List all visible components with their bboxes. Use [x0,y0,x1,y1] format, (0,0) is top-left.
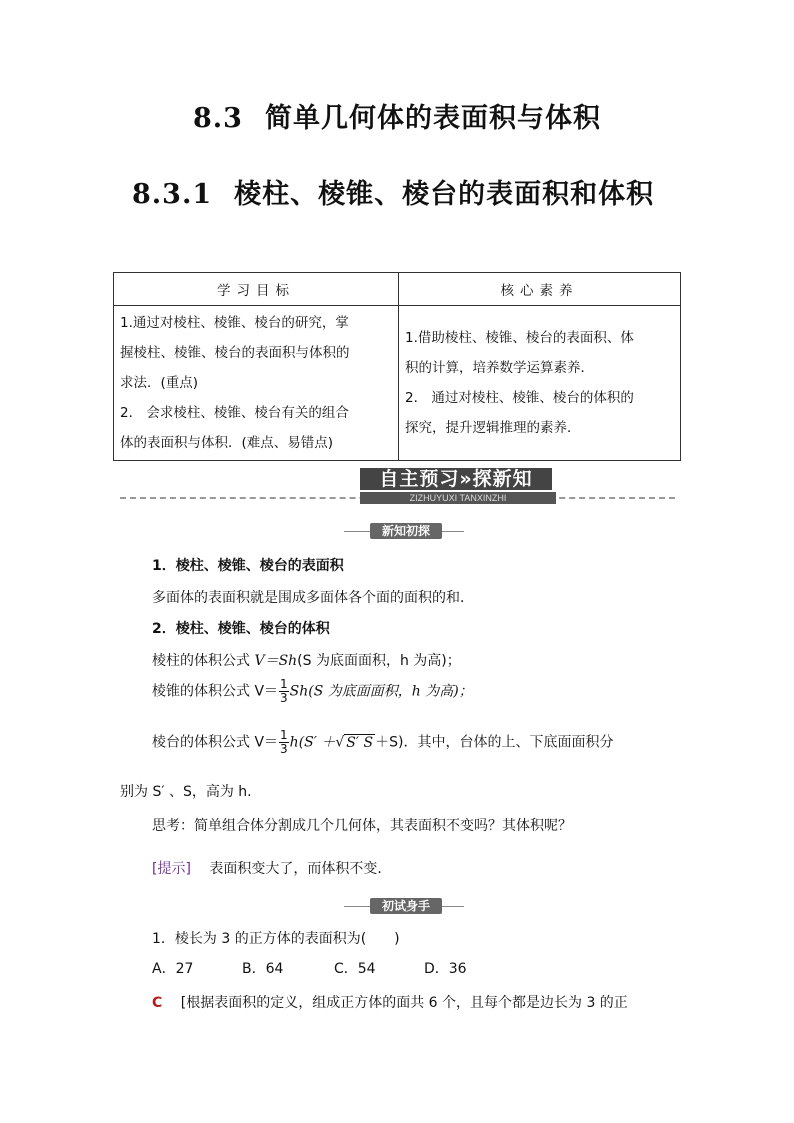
pyramid-volume-formula: 棱锥的体积公式 V＝ $\frac{1}{3}$ Sh(S 为底面面积，h 为高)； [152,677,473,705]
surface-area-heading: 1．棱柱、棱锥、棱台的表面积 [152,558,344,574]
volume-heading: 2．棱柱、棱锥、棱台的体积 [152,621,330,637]
question-1: 1．棱长为 3 的正方体的表面积为( ) [152,931,400,947]
banner-title-2: 探新知 [472,468,533,490]
frustum-volume-cont: 别为 S′ 、S，高为 h. [120,784,252,800]
tag-new-knowledge: 新知初探 [370,523,442,539]
goal-line: 握棱柱、棱锥、棱台的表面积与体积的 [120,345,350,361]
goals-header-literacy: 核心素养 [399,273,681,306]
goal-line: 体的表面积与体积．(难点、易错点) [120,435,334,451]
preview-banner [360,468,552,490]
hint-label: [提示] [152,861,191,877]
tag-try-yourself: 初试身手 [370,898,442,914]
banner-subtitle: ZIZHUYUXI TANXINZHI [360,492,556,504]
goal-line: 1.通过对棱柱、棱锥、棱台的研究，掌 [120,315,349,331]
option-a: A．27 [152,961,194,977]
goals-cell-learning [114,306,399,461]
goals-cell-literacy [399,306,681,461]
literacy-line: 探究，提升逻辑推理的素养． [405,420,581,436]
option-d: D．36 [424,961,467,977]
explanation-text: [根据表面积的定义，组成正方体的面共 6 个，且每个都是边长为 3 的正 [180,995,628,1011]
hint [152,858,391,878]
banner-arrow-icon: » [459,468,473,490]
sqrt-sign-icon: √ [335,734,345,751]
fraction-one-third: $\frac{1}{3}$ [280,728,288,756]
goal-line: 求法．(重点) [120,375,199,391]
question-1-options [152,958,467,978]
goal-line: 2． 会求棱柱、棱锥、棱台有关的组合 [120,405,349,421]
section-title [0,96,794,135]
option-b: B．64 [242,961,284,977]
subsection-title-text: 棱柱、棱锥、棱台的表面积和体积 [234,179,655,210]
banner-title: 自主预习 [379,468,460,490]
literacy-line: 1.借助棱柱、棱锥、棱台的表面积、体 [405,330,634,346]
option-c: C．54 [334,961,376,977]
subsection-title [132,172,654,211]
prism-formula: V＝Sh [254,653,298,669]
fraction-one-third: $\frac{1}{3}$ [280,677,288,705]
section-number: 8.3 [193,103,243,134]
frustum-volume-formula: 棱台的体积公式 V＝ $\frac{1}{3}$ h(S′ ＋√ S′ S ＋S)．其中，台体的上、下底面面积分 [152,728,614,756]
sqrt-term: S′ S [346,734,374,751]
surface-area-text: 多面体的表面积就是围成多面体各个面的面积的和． [152,590,474,606]
think-question: 思考：简单组合体分割成几个几何体，其表面积不变吗？其体积呢？ [152,818,572,834]
hint-text: 表面积变大了，而体积不变． [209,861,392,877]
prism-volume-formula: 棱柱的体积公式 V＝Sh(S 为底面面积，h 为高)； [152,653,461,669]
literacy-line: 2． 通过对棱柱、棱锥、棱台的体积的 [405,390,634,406]
goals-table [113,272,681,461]
answer-letter: C [152,995,163,1011]
subsection-number: 8.3.1 [132,179,213,210]
answer-explanation [152,992,628,1012]
goals-header-learning: 学习目标 [114,273,399,306]
section-title-text: 简单几何体的表面积与体积 [264,103,601,134]
literacy-line: 积的计算，培养数学运算素养． [405,360,594,376]
